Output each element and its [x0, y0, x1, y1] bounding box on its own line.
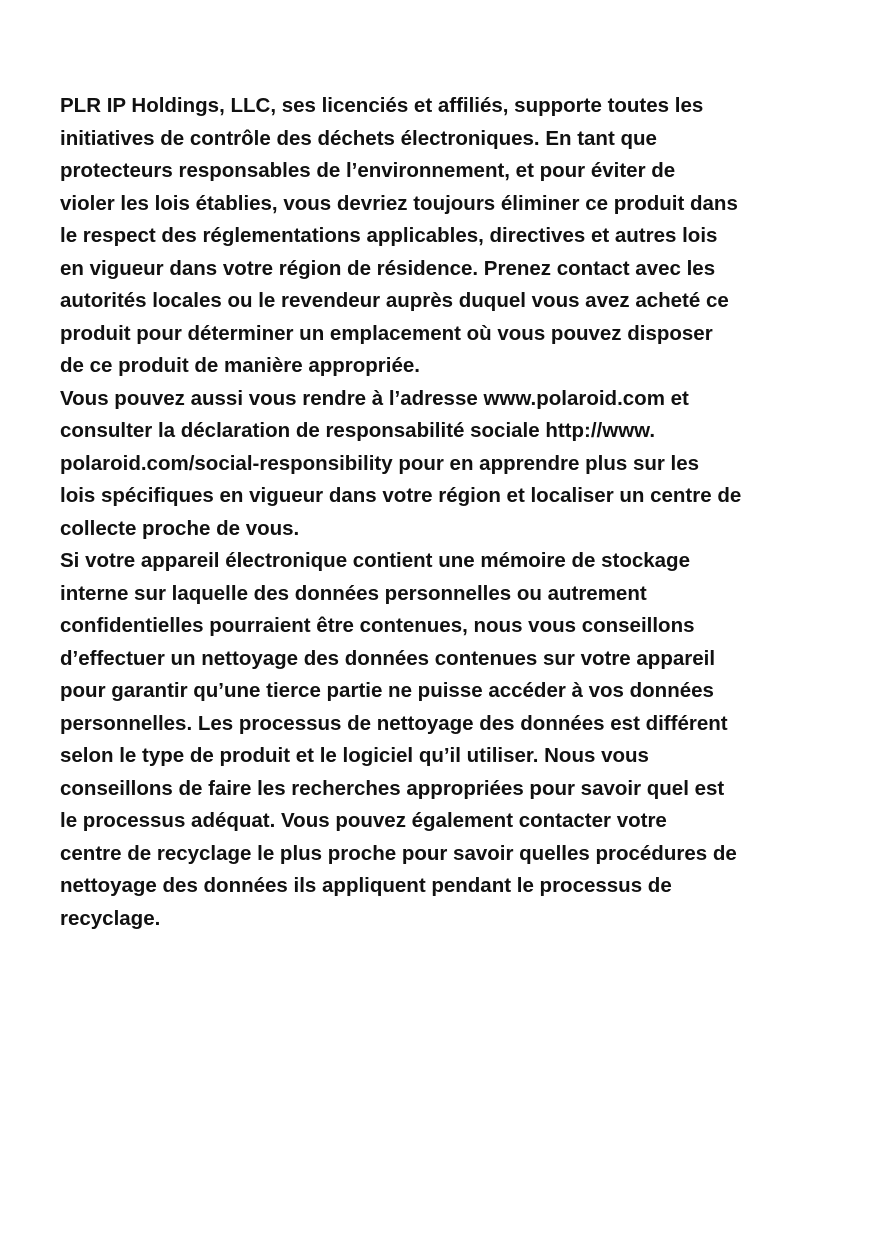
- text-line: consulter la déclaration de responsabilité sociale http://www.: [60, 419, 656, 442]
- text-line: autorités locales ou le revendeur auprès duquel vous avez acheté ce: [60, 289, 729, 312]
- text-line: recyclage.: [60, 906, 161, 930]
- text-line: le processus adéquat. Vous pouvez également contacter votre: [60, 809, 667, 832]
- paragraph-polaroid-website: [60, 383, 820, 546]
- text-line: centre de recyclage le plus proche pour savoir quelles procédures de: [60, 841, 737, 865]
- text-line: confidentielles pourraient être contenues, nous vous conseillons: [60, 614, 695, 637]
- text-line: violer les lois établies, vous devriez toujours éliminer ce produit dans: [60, 191, 738, 215]
- text-line: personnelles. Les processus de nettoyage des données est différent: [60, 711, 728, 735]
- text-line: d’effectuer un nettoyage des données contenues sur votre appareil: [60, 646, 716, 670]
- text-line: lois spécifiques en vigueur dans votre région et localiser un centre de: [60, 484, 742, 507]
- text-line: de ce produit de manière appropriée.: [60, 354, 420, 377]
- text-line: pour garantir qu’une tierce partie ne puisse accéder à vos données: [60, 679, 714, 702]
- text-line: en vigueur dans votre région de résidence. Prenez contact avec les: [60, 256, 716, 280]
- text-line: initiatives de contrôle des déchets électroniques. En tant que: [60, 126, 657, 150]
- text-line: produit pour déterminer un emplacement où vous pouvez disposer: [60, 321, 713, 345]
- document-body: [60, 90, 820, 935]
- text-line: polaroid.com/social-responsibility pour en apprendre plus sur les: [60, 451, 700, 475]
- text-line: Si votre appareil électronique contient une mémoire de stockage: [60, 549, 690, 572]
- text-line: collecte proche de vous.: [60, 516, 300, 540]
- text-line: conseillons de faire les recherches appropriées pour savoir quel est: [60, 776, 725, 800]
- text-line: protecteurs responsables de l’environnement, et pour éviter de: [60, 159, 676, 182]
- text-line: le respect des réglementations applicables, directives et autres lois: [60, 224, 718, 247]
- text-line: nettoyage des données ils appliquent pendant le processus de: [60, 874, 672, 897]
- text-line: selon le type de produit et le logiciel qu’il utiliser. Nous vous: [60, 744, 649, 767]
- text-line: interne sur laquelle des données personnelles ou autrement: [60, 581, 647, 605]
- text-line: PLR IP Holdings, LLC, ses licenciés et affiliés, supporte toutes les: [60, 94, 704, 117]
- paragraph-weee-disposal: [60, 90, 820, 383]
- text-line: Vous pouvez aussi vous rendre à l’adresse www.polaroid.com et: [60, 386, 689, 410]
- paragraph-data-cleaning: [60, 545, 820, 935]
